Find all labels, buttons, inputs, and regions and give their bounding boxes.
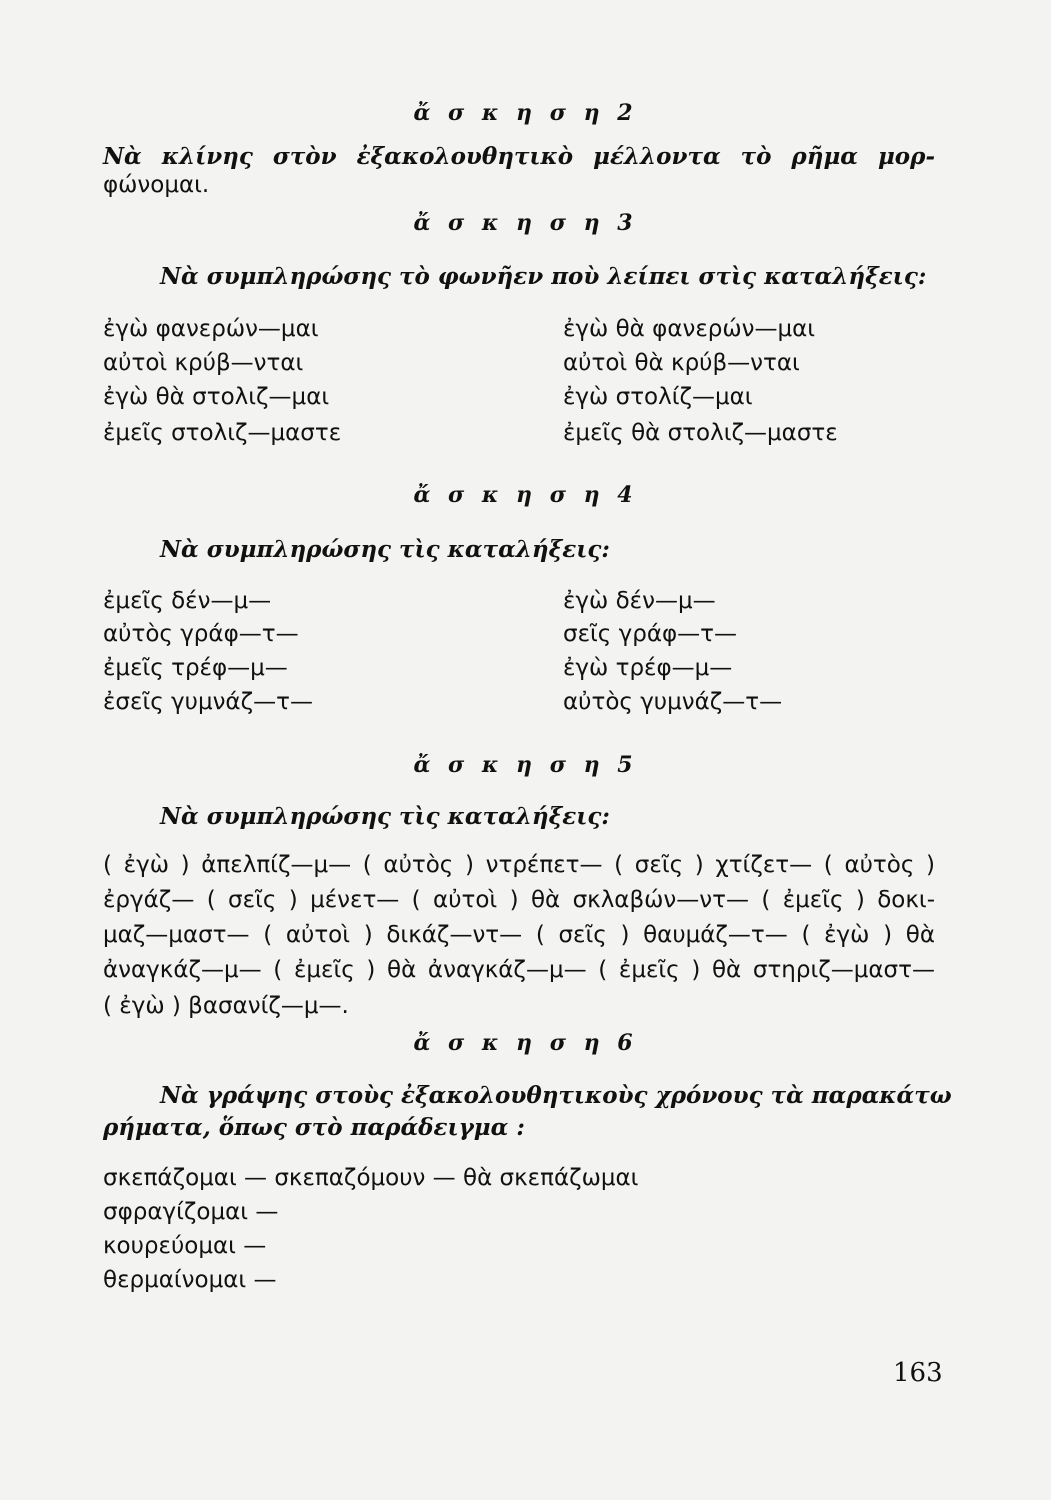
- exercise-4-right-item: σεῖς γράφ—τ—: [563, 621, 737, 647]
- exercise-3-right-item: ἐγὼ θὰ φανερών—μαι: [563, 316, 816, 342]
- exercise-5-line: ( ἐγὼ ) ἀπελπίζ—μ— ( αὐτὸς ) ντρέπετ— ( σεῖς ) χτίζετ— ( αὐτὸς ): [103, 852, 935, 878]
- exercise-2-instruction-line2: φώνομαι.: [103, 172, 210, 198]
- exercise-5-heading: ἄ σ κ η σ η 5: [413, 752, 638, 778]
- exercise-3-right-item: ἐμεῖς θὰ στολιζ—μαστε: [563, 420, 838, 446]
- exercise-4-left-item: ἐμεῖς τρέφ—μ—: [103, 655, 288, 681]
- exercise-6-instruction-line2: ρήματα, ὅπως στὸ παράδειγμα :: [103, 1114, 525, 1141]
- exercise-4-left-item: ἐσεῖς γυμνάζ—τ—: [103, 689, 313, 715]
- exercise-4-right-item: ἐγὼ δέν—μ—: [563, 588, 716, 614]
- exercise-4-right-item: ἐγὼ τρέφ—μ—: [563, 655, 733, 681]
- exercise-6-item: σφραγίζομαι —: [103, 1199, 279, 1225]
- exercise-5-line: ἀναγκάζ—μ— ( ἐμεῖς ) θὰ ἀναγκάζ—μ— ( ἐμεῖς ) θὰ στηριζ—μαστ—: [103, 957, 935, 983]
- exercise-2-heading: ἄ σ κ η σ η 2: [413, 100, 638, 126]
- exercise-5-line: μαζ—μαστ— ( αὐτοὶ ) δικάζ—ντ— ( σεῖς ) θαυμάζ—τ— ( ἐγὼ ) θὰ: [103, 922, 935, 948]
- exercise-4-heading: ἄ σ κ η σ η 4: [413, 482, 638, 508]
- exercise-3-right-item: αὐτοὶ θὰ κρύβ—νται: [563, 350, 800, 376]
- page-number: 163: [893, 1358, 943, 1388]
- exercise-3-left-item: ἐμεῖς στολιζ—μαστε: [103, 420, 342, 446]
- exercise-4-right-item: αὐτὸς γυμνάζ—τ—: [563, 689, 783, 715]
- exercise-3-left-item: ἐγὼ φανερών—μαι: [103, 316, 319, 342]
- exercise-4-left-item: ἐμεῖς δέν—μ—: [103, 588, 272, 614]
- exercise-3-left-item: ἐγὼ θὰ στολιζ—μαι: [103, 384, 330, 410]
- exercise-3-right-item: ἐγὼ στολίζ—μαι: [563, 384, 753, 410]
- exercise-4-left-item: αὐτὸς γράφ—τ—: [103, 621, 299, 647]
- exercise-6-item: κουρεύομαι —: [103, 1233, 267, 1259]
- exercise-3-instruction: Νὰ συμπληρώσης τὸ φωνῆεν ποὺ λείπει στὶς καταλήξεις:: [160, 263, 927, 290]
- exercise-6-instruction-line1: Νὰ γράψης στοὺς ἐξακολουθητικοὺς χρόνους τὰ παρακάτω: [160, 1082, 952, 1109]
- exercise-5-instruction: Νὰ συμπληρώσης τὶς καταλήξεις:: [160, 803, 610, 830]
- exercise-4-instruction: Νὰ συμπληρώσης τὶς καταλήξεις:: [160, 536, 610, 563]
- exercise-5-line: ἐργάζ— ( σεῖς ) μένετ— ( αὐτοὶ ) θὰ σκλαβών—ντ— ( ἐμεῖς ) δοκι-: [103, 887, 935, 913]
- exercise-6-item: θερμαίνομαι —: [103, 1267, 277, 1293]
- exercise-5-last-line: ( ἐγὼ ) βασανίζ—μ—.: [103, 993, 349, 1019]
- exercise-6-heading: ἄ σ κ η σ η 6: [413, 1030, 638, 1056]
- exercise-2-instruction-line1: Νὰ κλίνης στὸν ἐξακολουθητικὸ μέλλοντα τὸ ρῆμα μορ-: [103, 143, 935, 170]
- exercise-6-example: σκεπάζομαι — σκεπαζόμουν — θὰ σκεπάζωμαι: [103, 1165, 639, 1191]
- exercise-3-heading: ἄ σ κ η σ η 3: [413, 210, 638, 236]
- exercise-3-left-item: αὐτοὶ κρύβ—νται: [103, 350, 304, 376]
